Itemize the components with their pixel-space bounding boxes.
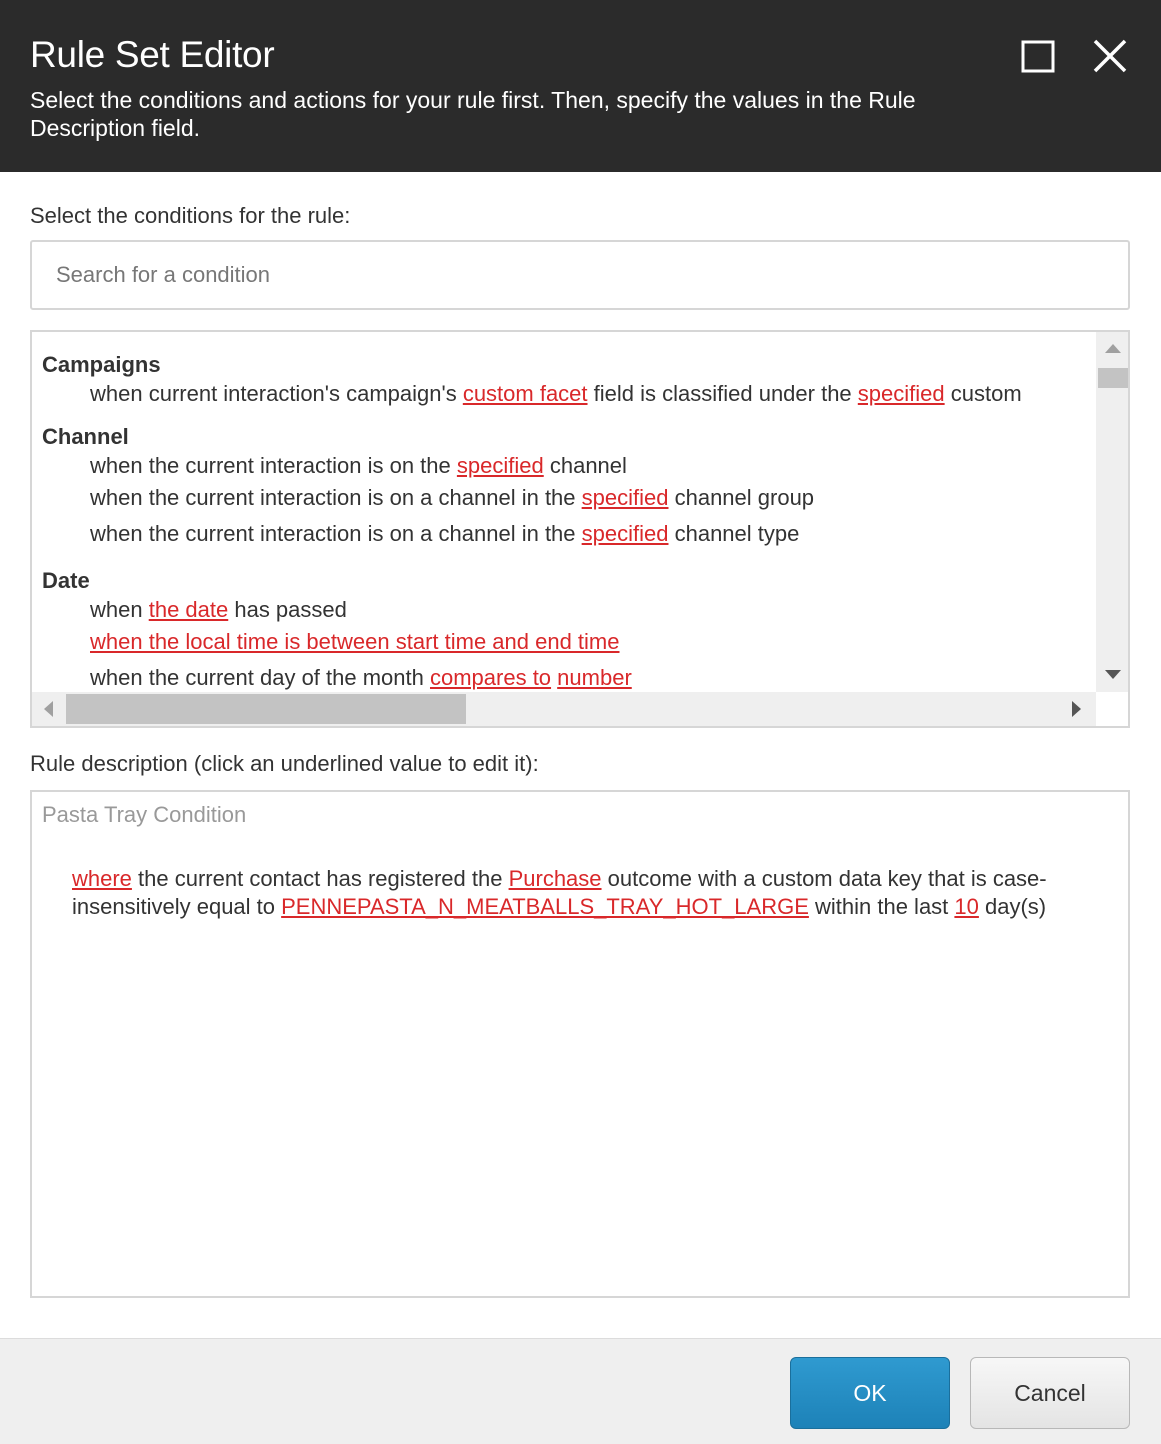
scrollbar-corner [1096, 692, 1130, 726]
editable-value-link[interactable]: PENNEPASTA_N_MEATBALLS_TRAY_HOT_LARGE [281, 894, 809, 919]
rule-name: Pasta Tray Condition [42, 802, 247, 827]
condition-search-input[interactable] [32, 242, 1128, 308]
editable-value-link[interactable]: number [557, 665, 632, 690]
editable-value-link[interactable]: Purchase [508, 866, 602, 891]
rule-text: when [90, 597, 149, 622]
condition-list [30, 330, 1130, 728]
rule-text: channel group [668, 485, 815, 510]
condition-category-date: Date [42, 568, 90, 593]
condition-item[interactable] [42, 660, 1022, 692]
rule-text: field is classified under the [587, 381, 858, 406]
scroll-left-arrow-icon[interactable] [44, 701, 53, 717]
editable-value-link[interactable]: the date [148, 597, 229, 622]
editable-value-link[interactable]: where [72, 866, 132, 891]
condition-item[interactable] [42, 516, 1022, 552]
rule-text: when the current interaction is on the [90, 453, 457, 478]
editable-value-link[interactable]: compares to [429, 665, 552, 690]
search-box [30, 240, 1130, 310]
horizontal-scroll-thumb[interactable] [66, 694, 466, 724]
rule-text: when the current interaction is on a channel in the [90, 485, 582, 510]
condition-item[interactable] [42, 624, 1022, 660]
rule-text: custom [944, 381, 1022, 406]
editable-value-link[interactable]: specified [581, 485, 669, 510]
condition-category-channel: Channel [42, 424, 129, 449]
rule-text: when the current interaction is on a channel in the [90, 521, 582, 546]
editable-value-link[interactable]: 10 [954, 894, 979, 919]
rule-text: channel [543, 453, 627, 478]
vertical-scrollbar[interactable] [1096, 332, 1130, 692]
condition-item[interactable] [42, 452, 1022, 480]
condition-item[interactable] [42, 380, 1022, 408]
condition-list-content [42, 350, 1022, 692]
condition-item[interactable] [42, 596, 1022, 624]
description-label: Rule description (click an underlined value to edit it): [30, 751, 539, 776]
rule-text: outcome with a custom data key that is case-insensitively equal to [72, 866, 1047, 919]
cancel-button[interactable]: Cancel [970, 1357, 1130, 1429]
condition-category-campaigns: Campaigns [42, 352, 161, 377]
rule-text: when the current day of the month [90, 665, 430, 690]
scroll-right-arrow-icon[interactable] [1072, 701, 1081, 717]
rule-description-box [30, 790, 1130, 1298]
dialog-header [0, 0, 1161, 172]
scroll-up-arrow-icon[interactable] [1105, 344, 1121, 353]
close-button[interactable] [1090, 36, 1130, 76]
rule-text: when current interaction's campaign's [90, 381, 463, 406]
dialog-subtitle: Select the conditions and actions for your rule first. Then, specify the values in the Rule Description field. [30, 87, 916, 141]
rule-text: channel type [668, 521, 800, 546]
editable-value-link[interactable]: specified [581, 521, 669, 546]
editable-value-link[interactable]: specified [857, 381, 945, 406]
dialog-footer [0, 1338, 1161, 1444]
rule-text: within the last [808, 894, 955, 919]
vertical-scroll-thumb[interactable] [1098, 368, 1128, 388]
condition-item[interactable] [42, 480, 1022, 516]
editable-value-link[interactable]: custom facet [462, 381, 588, 406]
close-icon [1090, 36, 1130, 76]
condition-list-viewport [32, 332, 1096, 692]
horizontal-scrollbar[interactable] [32, 692, 1096, 726]
rule-text: day(s) [978, 894, 1047, 919]
scroll-down-arrow-icon[interactable] [1105, 670, 1121, 679]
maximize-icon [1020, 36, 1060, 76]
rule-description-text [72, 865, 1132, 921]
rule-text: has passed [228, 597, 347, 622]
rule-text: the current contact has registered the [131, 866, 509, 891]
editable-value-link[interactable]: specified [456, 453, 544, 478]
conditions-label: Select the conditions for the rule: [30, 203, 351, 228]
maximize-button[interactable] [1020, 36, 1060, 76]
editable-value-link[interactable]: when the local time is between start time and end time [90, 629, 620, 654]
dialog-title: Rule Set Editor [30, 34, 275, 75]
ok-button[interactable]: OK [790, 1357, 950, 1429]
